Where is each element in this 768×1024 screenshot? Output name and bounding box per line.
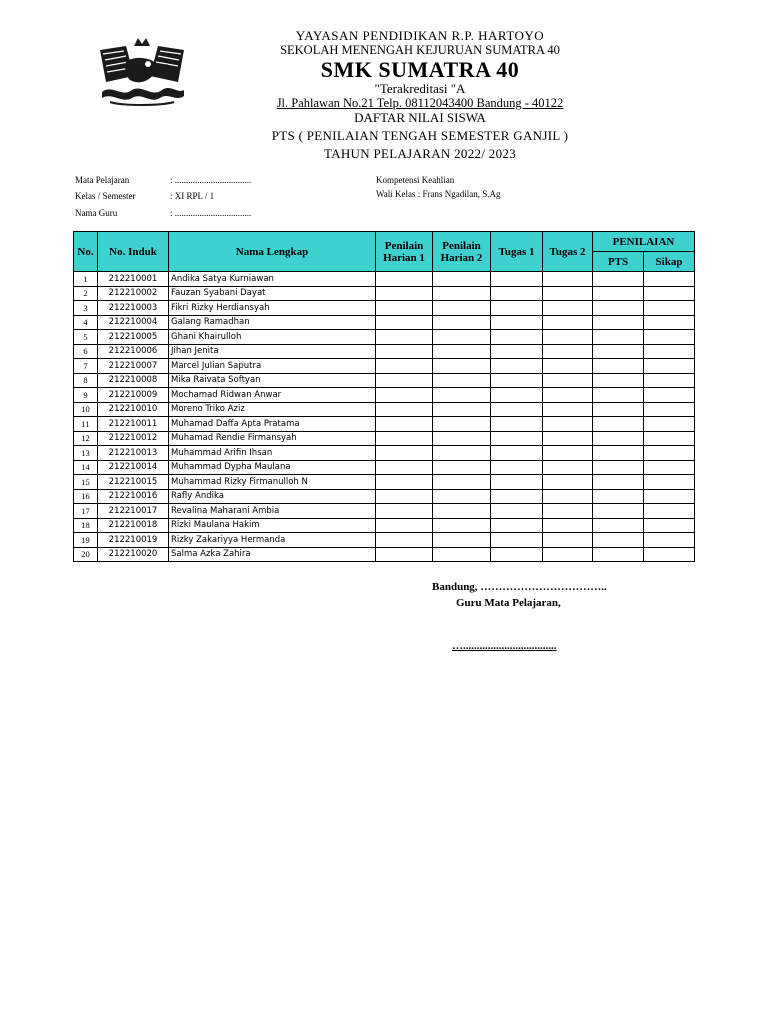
school-logo xyxy=(96,36,188,108)
daily-2-cell xyxy=(433,533,491,548)
student-id: 212210003 xyxy=(98,301,169,316)
pts-cell xyxy=(593,417,644,432)
competency-label: Kompetensi Keahlian xyxy=(376,175,455,185)
task-2-cell xyxy=(543,373,593,388)
daily-1-cell xyxy=(376,446,433,461)
table-row xyxy=(74,330,695,345)
row-number: 1 xyxy=(74,272,98,287)
student-name: Muhammad Rizky Firmanulloh N xyxy=(169,475,376,490)
student-id: 212210009 xyxy=(98,388,169,403)
table-row xyxy=(74,475,695,490)
exam-title: PTS ( PENILAIAN TENGAH SEMESTER GANJIL ) xyxy=(271,128,569,143)
task-1-cell xyxy=(491,533,543,548)
task-2-cell xyxy=(543,417,593,432)
row-number: 4 xyxy=(74,315,98,330)
task-1-cell xyxy=(491,402,543,417)
attitude-cell xyxy=(644,475,695,490)
attitude-cell xyxy=(644,460,695,475)
row-number: 20 xyxy=(74,547,98,562)
daily-2-cell xyxy=(433,272,491,287)
pts-cell xyxy=(593,315,644,330)
row-number: 5 xyxy=(74,330,98,345)
task-1-cell xyxy=(491,518,543,533)
table-row xyxy=(74,431,695,446)
attitude-cell xyxy=(644,373,695,388)
task-1-cell xyxy=(491,489,543,504)
table-row xyxy=(74,504,695,519)
daily-2-cell xyxy=(433,417,491,432)
student-id: 212210008 xyxy=(98,373,169,388)
task-1-cell xyxy=(491,359,543,374)
subject-value: : .................................. xyxy=(170,175,252,185)
student-name: Mika Raivata Softyan xyxy=(169,373,376,388)
teacher-label: Nama Guru xyxy=(75,208,118,218)
row-number: 18 xyxy=(74,518,98,533)
document-title: DAFTAR NILAI SISWA xyxy=(354,110,486,125)
task-1-cell xyxy=(491,504,543,519)
daily-1-cell xyxy=(376,533,433,548)
attitude-cell xyxy=(644,417,695,432)
attitude-cell xyxy=(644,315,695,330)
student-id: 212210018 xyxy=(98,518,169,533)
table-row xyxy=(74,518,695,533)
daily-2-cell xyxy=(433,547,491,562)
student-name: Moreno Triko Aziz xyxy=(169,402,376,417)
student-id: 212210012 xyxy=(98,431,169,446)
task-2-cell xyxy=(543,330,593,345)
task-1-cell xyxy=(491,373,543,388)
signature-role: Guru Mata Pelajaran, xyxy=(456,597,561,609)
daily-2-cell xyxy=(433,344,491,359)
student-name: Jihan Jenita xyxy=(169,344,376,359)
table-row xyxy=(74,373,695,388)
table-row xyxy=(74,446,695,461)
student-name: Muhammad Dypha Maulana xyxy=(169,460,376,475)
header-attitude: Sikap xyxy=(644,252,695,272)
homeroom-teacher: Wali Kelas : Frans Ngadilan, S.Ag xyxy=(376,189,501,199)
student-name: Galang Ramadhan xyxy=(169,315,376,330)
row-number: 16 xyxy=(74,489,98,504)
task-1-cell xyxy=(491,286,543,301)
task-1-cell xyxy=(491,330,543,345)
daily-2-cell xyxy=(433,518,491,533)
daily-2-cell xyxy=(433,446,491,461)
pts-cell xyxy=(593,518,644,533)
table-row xyxy=(74,417,695,432)
row-number: 8 xyxy=(74,373,98,388)
daily-1-cell xyxy=(376,344,433,359)
daily-2-cell xyxy=(433,301,491,316)
daily-2-cell xyxy=(433,359,491,374)
task-1-cell xyxy=(491,272,543,287)
task-1-cell xyxy=(491,417,543,432)
student-name: Ghani Khairulloh xyxy=(169,330,376,345)
task-1-cell xyxy=(491,547,543,562)
task-2-cell xyxy=(543,431,593,446)
header-task-1: Tugas 1 xyxy=(491,232,543,272)
signature-place-date: Bandung, …………………………….. xyxy=(432,581,607,593)
pts-cell xyxy=(593,547,644,562)
attitude-cell xyxy=(644,489,695,504)
daily-1-cell xyxy=(376,460,433,475)
task-2-cell xyxy=(543,402,593,417)
student-name: Rizki Maulana Hakim xyxy=(169,518,376,533)
student-id: 212210005 xyxy=(98,330,169,345)
attitude-cell xyxy=(644,518,695,533)
header-student-id: No. Induk xyxy=(98,232,169,272)
table-row xyxy=(74,402,695,417)
student-name: Marcel Julian Saputra xyxy=(169,359,376,374)
pts-cell xyxy=(593,388,644,403)
header-full-name: Nama Lengkap xyxy=(169,232,376,272)
pts-cell xyxy=(593,446,644,461)
daily-1-cell xyxy=(376,431,433,446)
table-row xyxy=(74,301,695,316)
daily-2-cell xyxy=(433,388,491,403)
task-1-cell xyxy=(491,301,543,316)
table-row xyxy=(74,315,695,330)
row-number: 17 xyxy=(74,504,98,519)
row-number: 3 xyxy=(74,301,98,316)
school-name: SMK SUMATRA 40 xyxy=(320,57,520,82)
task-1-cell xyxy=(491,431,543,446)
student-id: 212210019 xyxy=(98,533,169,548)
pts-cell xyxy=(593,504,644,519)
daily-2-cell xyxy=(433,330,491,345)
school-address: Jl. Pahlawan No.21 Telp. 08112043400 Bandung - 40122 xyxy=(276,96,564,110)
attitude-cell xyxy=(644,359,695,374)
row-number: 14 xyxy=(74,460,98,475)
task-2-cell xyxy=(543,359,593,374)
daily-1-cell xyxy=(376,475,433,490)
pts-cell xyxy=(593,344,644,359)
student-id: 212210007 xyxy=(98,359,169,374)
table-row xyxy=(74,272,695,287)
pts-cell xyxy=(593,431,644,446)
daily-2-cell xyxy=(433,402,491,417)
daily-2-cell xyxy=(433,431,491,446)
daily-1-cell xyxy=(376,518,433,533)
task-1-cell xyxy=(491,460,543,475)
header-task-2: Tugas 2 xyxy=(543,232,593,272)
daily-2-cell xyxy=(433,286,491,301)
student-name: Muhamad Rendie Firmansyah xyxy=(169,431,376,446)
student-name: Fikri Rizky Herdiansyah xyxy=(169,301,376,316)
daily-1-cell xyxy=(376,489,433,504)
task-2-cell xyxy=(543,315,593,330)
student-name: Revalina Maharani Ambia xyxy=(169,504,376,519)
pts-cell xyxy=(593,330,644,345)
pts-cell xyxy=(593,489,644,504)
grades-body xyxy=(74,272,695,562)
daily-2-cell xyxy=(433,460,491,475)
row-number: 2 xyxy=(74,286,98,301)
attitude-cell xyxy=(644,286,695,301)
pts-cell xyxy=(593,533,644,548)
teacher-value: : .................................. xyxy=(170,208,252,218)
daily-2-cell xyxy=(433,489,491,504)
table-row xyxy=(74,460,695,475)
header-daily-1: Penilain Harian 1 xyxy=(376,232,433,272)
accreditation: "Terakreditasi "A xyxy=(374,81,466,96)
student-id: 212210020 xyxy=(98,547,169,562)
student-id: 212210014 xyxy=(98,460,169,475)
subject-label: Mata Pelajaran xyxy=(75,175,130,185)
attitude-cell xyxy=(644,547,695,562)
task-2-cell xyxy=(543,489,593,504)
row-number: 15 xyxy=(74,475,98,490)
task-2-cell xyxy=(543,446,593,461)
row-number: 12 xyxy=(74,431,98,446)
academic-year: TAHUN PELAJARAN 2022/ 2023 xyxy=(323,146,516,161)
attitude-cell xyxy=(644,431,695,446)
student-name: Muhamad Daffa Apta Pratama xyxy=(169,417,376,432)
daily-1-cell xyxy=(376,547,433,562)
student-id: 212210017 xyxy=(98,504,169,519)
row-number: 9 xyxy=(74,388,98,403)
daily-1-cell xyxy=(376,286,433,301)
row-number: 11 xyxy=(74,417,98,432)
pts-cell xyxy=(593,301,644,316)
pts-cell xyxy=(593,402,644,417)
header-pts: PTS xyxy=(593,252,644,272)
student-id: 212210001 xyxy=(98,272,169,287)
foundation-name: YAYASAN PENDIDIKAN R.P. HARTOYO xyxy=(295,28,545,43)
header-daily-2: Penilain Harian 2 xyxy=(433,232,491,272)
task-2-cell xyxy=(543,272,593,287)
task-2-cell xyxy=(543,547,593,562)
task-2-cell xyxy=(543,504,593,519)
header-no: No. xyxy=(74,232,98,272)
class-value: : XI RPL / 1 xyxy=(170,191,215,201)
daily-1-cell xyxy=(376,330,433,345)
row-number: 19 xyxy=(74,533,98,548)
task-2-cell xyxy=(543,344,593,359)
student-id: 212210004 xyxy=(98,315,169,330)
attitude-cell xyxy=(644,446,695,461)
task-2-cell xyxy=(543,388,593,403)
attitude-cell xyxy=(644,388,695,403)
daily-1-cell xyxy=(376,301,433,316)
table-row xyxy=(74,489,695,504)
daily-1-cell xyxy=(376,315,433,330)
student-id: 212210015 xyxy=(98,475,169,490)
school-full-name: SEKOLAH MENENGAH KEJURUAN SUMATRA 40 xyxy=(280,43,560,57)
attitude-cell xyxy=(644,301,695,316)
signature-name-line: ….................................. xyxy=(452,640,557,652)
student-name: Rizky Zakariyya Hermanda xyxy=(169,533,376,548)
task-2-cell xyxy=(543,518,593,533)
pts-cell xyxy=(593,475,644,490)
student-name: Salma Azka Zahira xyxy=(169,547,376,562)
task-2-cell xyxy=(543,533,593,548)
student-id: 212210010 xyxy=(98,402,169,417)
attitude-cell xyxy=(644,344,695,359)
table-row xyxy=(74,286,695,301)
daily-2-cell xyxy=(433,373,491,388)
pts-cell xyxy=(593,460,644,475)
grades-table xyxy=(73,231,695,562)
task-2-cell xyxy=(543,460,593,475)
student-id: 212210011 xyxy=(98,417,169,432)
pts-cell xyxy=(593,359,644,374)
daily-1-cell xyxy=(376,359,433,374)
daily-2-cell xyxy=(433,315,491,330)
student-id: 212210016 xyxy=(98,489,169,504)
student-name: Mochamad Ridwan Anwar xyxy=(169,388,376,403)
task-1-cell xyxy=(491,344,543,359)
daily-1-cell xyxy=(376,272,433,287)
table-row xyxy=(74,388,695,403)
daily-1-cell xyxy=(376,373,433,388)
row-number: 6 xyxy=(74,344,98,359)
student-name: Fauzan Syabani Dayat xyxy=(169,286,376,301)
task-2-cell xyxy=(543,286,593,301)
daily-1-cell xyxy=(376,388,433,403)
table-row xyxy=(74,533,695,548)
header-assessment: PENILAIAN xyxy=(593,232,695,252)
task-1-cell xyxy=(491,315,543,330)
row-number: 7 xyxy=(74,359,98,374)
student-name: Andika Satya Kurniawan xyxy=(169,272,376,287)
student-id: 212210013 xyxy=(98,446,169,461)
student-name: Rafly Andika xyxy=(169,489,376,504)
attitude-cell xyxy=(644,533,695,548)
task-2-cell xyxy=(543,475,593,490)
row-number: 13 xyxy=(74,446,98,461)
daily-1-cell xyxy=(376,402,433,417)
pts-cell xyxy=(593,272,644,287)
task-1-cell xyxy=(491,388,543,403)
pts-cell xyxy=(593,373,644,388)
pts-cell xyxy=(593,286,644,301)
daily-2-cell xyxy=(433,475,491,490)
attitude-cell xyxy=(644,272,695,287)
attitude-cell xyxy=(644,402,695,417)
student-id: 212210006 xyxy=(98,344,169,359)
task-2-cell xyxy=(543,301,593,316)
daily-1-cell xyxy=(376,417,433,432)
daily-2-cell xyxy=(433,504,491,519)
task-1-cell xyxy=(491,446,543,461)
class-label: Kelas / Semester xyxy=(75,191,136,201)
row-number: 10 xyxy=(74,402,98,417)
student-name: Muhammad Arifin Ihsan xyxy=(169,446,376,461)
attitude-cell xyxy=(644,330,695,345)
table-row xyxy=(74,344,695,359)
table-row xyxy=(74,547,695,562)
task-1-cell xyxy=(491,475,543,490)
student-id: 212210002 xyxy=(98,286,169,301)
attitude-cell xyxy=(644,504,695,519)
table-row xyxy=(74,359,695,374)
daily-1-cell xyxy=(376,504,433,519)
